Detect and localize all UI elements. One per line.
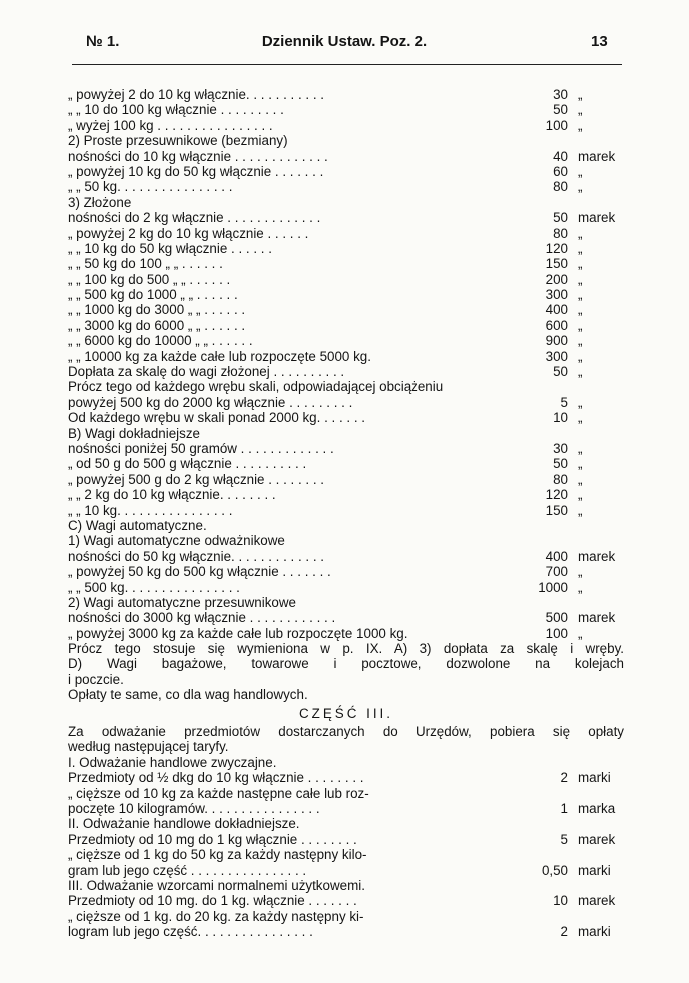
- line-text: „ „ 2 kg do 10 kg włącznie. . . . . . . .: [68, 487, 276, 503]
- tariff-line: [68, 580, 624, 595]
- line-text: CZĘŚĆ III.: [299, 705, 393, 721]
- header-rule: [72, 64, 622, 65]
- tariff-line: [68, 241, 624, 256]
- tariff-line: [68, 656, 624, 671]
- line-text: Za odważanie przedmiotów dostarczanych do Urzędów, pobiera się opłaty: [68, 724, 624, 740]
- line-text: nośności do 3000 kg włącznie . . . . . . . . . . . .: [68, 610, 336, 626]
- line-text: powyżej 500 kg do 2000 kg włącznie . . . . . . . . .: [68, 394, 353, 410]
- fee-value: 150: [545, 502, 568, 518]
- tariff-line: [68, 149, 624, 164]
- fee-value: 0,50: [541, 862, 568, 878]
- fee-unit: „: [578, 502, 583, 518]
- line-text: 3) Złożone: [68, 194, 132, 210]
- line-text: C) Wagi automatyczne.: [68, 517, 207, 533]
- fee-value: 400: [545, 548, 568, 564]
- line-text: „ „ 10 kg do 50 kg włącznie . . . . . .: [68, 240, 272, 256]
- line-text: D) Wagi bagażowe, towarowe i pocztowe, dozwolone na kolejach: [68, 656, 624, 672]
- tariff-line: [68, 118, 624, 133]
- line-text: II. Odważanie handlowe dokładniejsze.: [68, 816, 300, 832]
- tariff-line: [68, 755, 624, 770]
- tariff-line: [68, 441, 624, 456]
- tariff-line: [68, 379, 624, 394]
- fee-unit: „: [578, 348, 583, 364]
- tariff-line: [68, 610, 624, 625]
- tariff-line: [68, 549, 624, 564]
- fee-unit: marek: [578, 210, 616, 226]
- issue-number: № 1.: [86, 33, 120, 50]
- fee-unit: marek: [578, 610, 616, 626]
- fee-unit: „: [578, 440, 583, 456]
- tariff-line: [68, 518, 624, 533]
- fee-unit: marek: [578, 831, 616, 847]
- fee-value: 600: [545, 317, 568, 333]
- tariff-line: [68, 739, 624, 754]
- tariff-line: [68, 786, 624, 801]
- line-text: „ powyżej 10 kg do 50 kg włącznie . . . . . . .: [68, 163, 324, 179]
- tariff-line: [68, 687, 624, 702]
- tariff-line: [68, 256, 624, 271]
- line-text: „ wyżej 100 kg . . . . . . . . . . . . . . . .: [68, 117, 273, 133]
- tariff-line: [68, 302, 624, 317]
- tariff-line: [68, 672, 624, 687]
- line-text: Dopłata za skalę do wagi złożonej . . . . . . . . . .: [68, 364, 345, 380]
- tariff-line: [68, 226, 624, 241]
- tariff-line: [68, 924, 624, 939]
- line-text: „ „ 500 kg do 1000 „ „ . . . . . .: [68, 287, 238, 303]
- fee-value: 500: [545, 610, 568, 626]
- tariff-body: [68, 87, 624, 939]
- fee-unit: „: [578, 394, 583, 410]
- fee-unit: marek: [578, 548, 616, 564]
- tariff-line: [68, 210, 624, 225]
- tariff-line: [68, 395, 624, 410]
- line-text: „ „ 6000 kg do 10000 „ „ . . . . . .: [68, 333, 253, 349]
- line-text: i poczcie.: [68, 671, 124, 687]
- fee-value: 120: [545, 487, 568, 503]
- tariff-line: [68, 426, 624, 441]
- fee-value: 100: [545, 117, 568, 133]
- fee-unit: „: [578, 117, 583, 133]
- line-text: „ „ 100 kg do 500 „ „ . . . . . .: [68, 271, 231, 287]
- tariff-line: [68, 909, 624, 924]
- line-text: „ „ 1000 kg do 3000 „ „ . . . . . .: [68, 302, 246, 318]
- line-text: „ „ 10 do 100 kg włącznie . . . . . . . . .: [68, 102, 284, 118]
- tariff-line: [68, 533, 624, 548]
- line-text: Prócz tego od każdego wrębu skali, odpowiadającej obciążeniu: [68, 379, 444, 395]
- tariff-line: [68, 893, 624, 908]
- fee-value: 2: [560, 924, 568, 940]
- fee-unit: marki: [578, 862, 611, 878]
- line-text: 2) Proste przesuwnikowe (bezmiany): [68, 133, 288, 149]
- fee-unit: „: [578, 102, 583, 118]
- fee-value: 50: [553, 210, 568, 226]
- fee-unit: „: [578, 163, 583, 179]
- fee-unit: „: [578, 271, 583, 287]
- fee-value: 1000: [538, 579, 568, 595]
- tariff-line: [68, 164, 624, 179]
- fee-value: 50: [553, 456, 568, 472]
- tariff-line: [68, 318, 624, 333]
- tariff-line: [68, 564, 624, 579]
- line-text: „ „ 3000 kg do 6000 „ „ . . . . . .: [68, 317, 246, 333]
- line-text: „ „ 500 kg. . . . . . . . . . . . . . . .: [68, 579, 240, 595]
- page-number: 13: [591, 33, 608, 50]
- line-text: „ „ 10000 kg za każde całe lub rozpoczęte 5000 kg.: [68, 348, 371, 364]
- fee-value: 60: [553, 163, 568, 179]
- line-text: „ powyżej 500 g do 2 kg włącznie . . . . . . . .: [68, 471, 325, 487]
- fee-unit: „: [578, 456, 583, 472]
- fee-unit: „: [578, 471, 583, 487]
- tariff-line: [68, 472, 624, 487]
- fee-unit: „: [578, 225, 583, 241]
- fee-unit: „: [578, 179, 583, 195]
- fee-value: 300: [545, 287, 568, 303]
- tariff-line: [68, 801, 624, 816]
- fee-unit: „: [578, 364, 583, 380]
- fee-value: 80: [553, 471, 568, 487]
- fee-value: 2: [560, 770, 568, 786]
- line-text: „ powyżej 2 do 10 kg włącznie. . . . . . . . . . .: [68, 87, 325, 102]
- tariff-line: [68, 333, 624, 348]
- tariff-line: [68, 863, 624, 878]
- fee-value: 10: [553, 893, 568, 909]
- tariff-line: [68, 595, 624, 610]
- tariff-line: [68, 410, 624, 425]
- fee-unit: „: [578, 87, 583, 102]
- fee-value: 30: [553, 440, 568, 456]
- fee-unit: „: [578, 333, 583, 349]
- fee-value: 5: [560, 831, 568, 847]
- line-text: Prócz tego stosuje się wymieniona w p. IX. A) 3) dopłata za skalę i wręby.: [68, 641, 624, 657]
- page-header: [0, 33, 689, 55]
- tariff-line: [68, 87, 624, 102]
- tariff-line: [68, 832, 624, 847]
- fee-unit: „: [578, 317, 583, 333]
- line-text: według następującej taryfy.: [68, 739, 229, 755]
- line-text: „ cięższe od 10 kg za każde następne całe lub roz-: [68, 785, 369, 801]
- tariff-line: [68, 847, 624, 862]
- line-text: Przedmioty od 10 mg. do 1 kg. włącznie . . . . . . .: [68, 893, 357, 909]
- line-text: „ „ 50 kg do 100 „ „ . . . . . .: [68, 256, 223, 272]
- fee-value: 80: [553, 225, 568, 241]
- fee-unit: „: [578, 302, 583, 318]
- line-text: „ powyżej 50 kg do 500 kg włącznie . . . . . . .: [68, 564, 331, 580]
- fee-value: 50: [553, 102, 568, 118]
- line-text: 2) Wagi automatyczne przesuwnikowe: [68, 594, 296, 610]
- tariff-line: [68, 503, 624, 518]
- fee-unit: marek: [578, 148, 616, 164]
- tariff-line: [68, 456, 624, 471]
- fee-value: 700: [545, 564, 568, 580]
- fee-value: 120: [545, 240, 568, 256]
- line-text: poczęte 10 kilogramów. . . . . . . . . . . . . . . .: [68, 800, 320, 816]
- line-text: Opłaty te same, co dla wag handlowych.: [68, 687, 308, 703]
- tariff-line: [68, 195, 624, 210]
- fee-unit: „: [578, 256, 583, 272]
- fee-value: 10: [553, 410, 568, 426]
- tariff-line: [68, 641, 624, 656]
- fee-value: 30: [553, 87, 568, 102]
- fee-value: 900: [545, 333, 568, 349]
- line-text: III. Odważanie wzorcami normalnemi użytkowemi.: [68, 877, 365, 893]
- fee-unit: marki: [578, 924, 611, 940]
- line-text: Przedmioty od ½ dkg do 10 kg włącznie . . . . . . . .: [68, 770, 364, 786]
- fee-value: 400: [545, 302, 568, 318]
- line-text: nośności do 50 kg włącznie. . . . . . . . . . . . .: [68, 548, 325, 564]
- tariff-line: [68, 272, 624, 287]
- tariff-line: [68, 816, 624, 831]
- fee-value: 40: [553, 148, 568, 164]
- tariff-line: [68, 626, 624, 641]
- line-text: „ powyżej 2 kg do 10 kg włącznie . . . . . .: [68, 225, 309, 241]
- tariff-line: [68, 878, 624, 893]
- tariff-line: [68, 724, 624, 739]
- line-text: Przedmioty od 10 mg do 1 kg włącznie . . . . . . . .: [68, 831, 357, 847]
- line-text: nośności poniżej 50 gramów . . . . . . . . . . . . .: [68, 440, 334, 456]
- fee-value: 1: [560, 800, 568, 816]
- line-text: B) Wagi dokładniejsze: [68, 425, 200, 441]
- fee-value: 5: [560, 394, 568, 410]
- line-text: „ cięższe od 1 kg. do 20 kg. za każdy następny ki-: [68, 908, 364, 924]
- journal-title: Dziennik Ustaw. Poz. 2.: [261, 33, 428, 50]
- section-title: [68, 706, 624, 721]
- fee-unit: marka: [578, 800, 616, 816]
- fee-value: 200: [545, 271, 568, 287]
- tariff-line: [68, 133, 624, 148]
- line-text: „ cięższe od 1 kg do 50 kg za każdy następny kilo-: [68, 847, 367, 863]
- tariff-line: [68, 287, 624, 302]
- line-text: „ „ 10 kg. . . . . . . . . . . . . . . .: [68, 502, 233, 518]
- tariff-line: [68, 179, 624, 194]
- tariff-line: [68, 770, 624, 785]
- fee-value: 80: [553, 179, 568, 195]
- line-text: 1) Wagi automatyczne odważnikowe: [68, 533, 285, 549]
- fee-unit: „: [578, 240, 583, 256]
- fee-unit: „: [578, 625, 583, 641]
- line-text: nośności do 2 kg włącznie . . . . . . . . . . . . .: [68, 210, 321, 226]
- fee-unit: „: [578, 410, 583, 426]
- tariff-line: [68, 487, 624, 502]
- line-text: „ „ 50 kg. . . . . . . . . . . . . . . .: [68, 179, 233, 195]
- tariff-line: [68, 364, 624, 379]
- fee-unit: marek: [578, 893, 616, 909]
- tariff-line: [68, 102, 624, 117]
- line-text: logram lub jego część. . . . . . . . . . . . . . . .: [68, 924, 313, 940]
- tariff-line: [68, 349, 624, 364]
- fee-unit: marki: [578, 770, 611, 786]
- fee-unit: „: [578, 564, 583, 580]
- line-text: nośności do 10 kg włącznie . . . . . . . . . . . . .: [68, 148, 328, 164]
- fee-value: 300: [545, 348, 568, 364]
- fee-value: 50: [553, 364, 568, 380]
- line-text: I. Odważanie handlowe zwyczajne.: [68, 754, 277, 770]
- fee-value: 100: [545, 625, 568, 641]
- fee-unit: „: [578, 579, 583, 595]
- fee-unit: „: [578, 487, 583, 503]
- fee-unit: „: [578, 287, 583, 303]
- line-text: „ od 50 g do 500 g włącznie . . . . . . . . . .: [68, 456, 307, 472]
- line-text: „ powyżej 3000 kg za każde całe lub rozpoczęte 1000 kg.: [68, 625, 408, 641]
- line-text: Od każdego wrębu w skali ponad 2000 kg. . . . . . .: [68, 410, 365, 426]
- fee-value: 150: [545, 256, 568, 272]
- line-text: gram lub jego część . . . . . . . . . . . . . . . .: [68, 862, 307, 878]
